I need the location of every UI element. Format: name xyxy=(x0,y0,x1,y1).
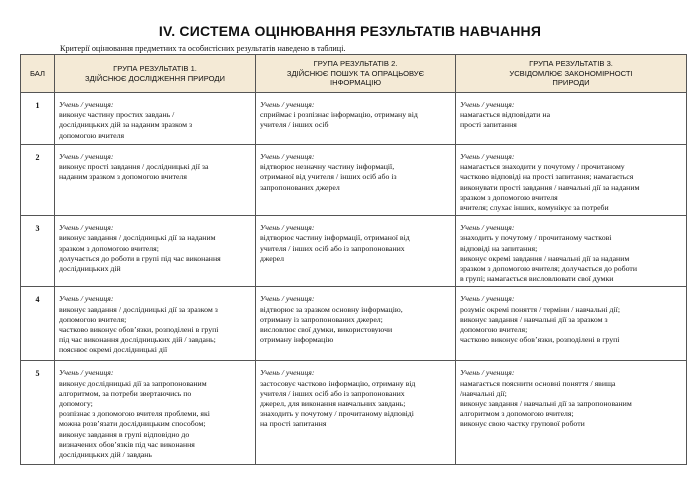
criteria-line: пояснює окремі дослідницькі дії xyxy=(59,345,168,355)
criteria-line: дослідницьких дій за наданим зразком з xyxy=(59,120,193,130)
subject-label: Учень / учениця: xyxy=(59,223,114,233)
subject-label: Учень / учениця: xyxy=(260,223,315,233)
criteria-line: розуміє окремі поняття / терміни / навчальні дії; xyxy=(460,304,621,314)
criteria-line: учителя / інших осіб або із запропонованих xyxy=(260,388,405,398)
header-group-line: ГРУПА РЕЗУЛЬТАТІВ 1. xyxy=(113,64,197,74)
subject-label: Учень / учениця: xyxy=(260,152,315,161)
criteria-line: допомогою вчителя; xyxy=(59,314,127,324)
criteria-line: знаходить у почутому / прочитаному часткові xyxy=(460,233,612,243)
bal-value: 1 xyxy=(21,93,55,145)
criteria-line: намагається знаходити у почутому / прочитаному xyxy=(460,162,625,172)
criteria-line: виконує завдання в групі відповідно до xyxy=(59,429,190,439)
subject-label: Учень / учениця: xyxy=(59,152,114,161)
criteria-line: намагається пояснити основні поняття / явища xyxy=(460,378,616,388)
criteria-table xyxy=(20,54,687,465)
header-bal: БАЛ xyxy=(21,55,55,93)
criteria-line: отриманої від учителя / інших осіб або із xyxy=(260,172,397,182)
subject-label: Учень / учениця: xyxy=(260,294,315,304)
criteria-cell xyxy=(256,287,456,361)
criteria-line: відтворює незначну частину інформації, xyxy=(260,162,395,172)
criteria-line: /навчальні дії; xyxy=(460,388,507,398)
criteria-line: застосовує частково інформацію, отриману від xyxy=(260,378,416,388)
criteria-line: відтворює частину інформації, отриманої від xyxy=(260,233,410,243)
table-body xyxy=(21,93,687,465)
bal-value: 3 xyxy=(21,216,55,287)
bal-value: 2 xyxy=(21,145,55,216)
subject-label: Учень / учениця: xyxy=(460,223,515,233)
criteria-line: знаходить у почутому / прочитаному відповіді xyxy=(260,409,414,419)
table-row xyxy=(21,216,687,287)
header-group-2 xyxy=(256,55,456,93)
criteria-line: сприймає і розпізнає інформацію, отриману від xyxy=(260,110,418,120)
criteria-line: алгоритмом з допомогою вчителя; xyxy=(460,409,574,419)
criteria-cell xyxy=(55,216,256,287)
table-row xyxy=(21,287,687,361)
header-group-line: УСВІДОМЛЮЄ ЗАКОНОМІРНОСТІ xyxy=(509,68,633,78)
subject-label: Учень / учениця: xyxy=(59,294,114,304)
table-row xyxy=(21,361,687,465)
criteria-cell xyxy=(55,93,256,145)
criteria-line: розпізнає з допомогою вчителя проблеми, які xyxy=(59,409,210,419)
header-group-3 xyxy=(456,55,687,93)
criteria-line: зразком з допомогою вчителя; долучається до роботи xyxy=(460,264,638,274)
criteria-line: в групі; намагається висловлювати свої думки xyxy=(460,274,614,284)
criteria-cell xyxy=(256,216,456,287)
criteria-line: учителя / інших осіб xyxy=(260,120,329,130)
criteria-line: отриману із запропонованих джерел; xyxy=(260,314,383,324)
criteria-line: виконувати прості завдання / навчальні дії за наданим xyxy=(460,182,640,192)
criteria-cell xyxy=(55,287,256,361)
criteria-line: можна розв’язати дослідницьким способом; xyxy=(59,419,206,429)
subject-label: Учень / учениця: xyxy=(59,100,114,109)
subject-label: Учень / учениця: xyxy=(59,368,114,378)
header-group-line: ГРУПА РЕЗУЛЬТАТІВ 2. xyxy=(313,59,398,69)
criteria-line: зразком з допомогою вчителя xyxy=(460,192,558,202)
criteria-line: на прості запитання xyxy=(260,419,327,429)
criteria-line: частково виконує обов’язки, розподілені в групі xyxy=(460,335,620,345)
criteria-line: виконує завдання / дослідницькі дії за наданим xyxy=(59,233,216,243)
header-group-line: ЗДІЙСНЮЄ ПОШУК ТА ОПРАЦЬОВУЄ xyxy=(286,68,425,78)
criteria-line: зразком з допомогою вчителя; xyxy=(59,243,159,253)
header-group-line: ЗДІЙСНЮЄ ДОСЛІДЖЕННЯ ПРИРОДИ xyxy=(85,73,225,83)
criteria-line: відтворює за зразком основну інформацію, xyxy=(260,304,403,314)
subject-label: Учень / учениця: xyxy=(460,152,515,161)
criteria-cell xyxy=(456,93,687,145)
criteria-line: відповіді на запитання; xyxy=(460,243,538,253)
criteria-line: під час виконання дослідницьких дій / завдань; xyxy=(59,335,216,345)
criteria-line: частково виконує обов’язки, розподілені в групі xyxy=(59,325,219,335)
header-group-line: ІНФОРМАЦІЮ xyxy=(329,78,382,88)
criteria-line: виконує завдання / навчальні дії за запропонованим xyxy=(460,399,632,409)
criteria-line: прості запитання xyxy=(460,120,517,130)
criteria-line: вчителя; слухає інших, комунікує за потреби xyxy=(460,203,609,213)
criteria-cell xyxy=(55,361,256,465)
subject-label: Учень / учениця: xyxy=(460,100,515,109)
criteria-line: визначених обов’язків під час виконання xyxy=(59,439,195,449)
intro-text: Критерії оцінювання предметних та особистісних результатів наведено в таблиці. xyxy=(60,44,346,53)
table-header-row xyxy=(21,55,687,93)
criteria-line: отриману інформацію xyxy=(260,335,334,345)
header-group-line: ПРИРОДИ xyxy=(552,78,590,88)
criteria-line: учителя / інших осіб або із запропонованих xyxy=(260,243,405,253)
criteria-cell xyxy=(256,145,456,216)
bal-value: 5 xyxy=(21,361,55,465)
criteria-line: виконує прості завдання / дослідницькі дії за xyxy=(59,162,209,172)
table-row xyxy=(21,145,687,216)
criteria-line: виконує окремі завдання / навчальні дії за наданим xyxy=(460,253,630,263)
criteria-line: запропонованих джерел xyxy=(260,182,340,192)
subject-label: Учень / учениця: xyxy=(460,368,515,378)
criteria-line: допомогу; xyxy=(59,399,93,409)
criteria-line: алгоритмом, за потреби звертаючись по xyxy=(59,388,192,398)
criteria-line: виконує дослідницькі дії за запропонованим xyxy=(59,378,207,388)
page-title: IV. СИСТЕМА ОЦІНЮВАННЯ РЕЗУЛЬТАТІВ НАВЧАННЯ xyxy=(158,23,542,39)
criteria-line: наданим зразком з допомогою вчителя xyxy=(59,172,187,182)
subject-label: Учень / учениця: xyxy=(460,294,515,304)
subject-label: Учень / учениця: xyxy=(260,100,315,109)
criteria-cell xyxy=(256,361,456,465)
criteria-line: джерел, для виконання навчальних завдань; xyxy=(260,399,406,409)
criteria-line: виконує завдання / навчальні дії за зразком з xyxy=(460,314,608,324)
table-row xyxy=(21,93,687,145)
bal-value: 4 xyxy=(21,287,55,361)
criteria-line: долучається до роботи в групі під час виконання xyxy=(59,253,221,263)
criteria-cell xyxy=(55,145,256,216)
criteria-cell xyxy=(456,361,687,465)
criteria-cell xyxy=(256,93,456,145)
criteria-cell xyxy=(456,287,687,361)
criteria-line: частково відповіді на прості запитання; намагається xyxy=(460,172,634,182)
criteria-line: допомогою вчителя; xyxy=(460,325,528,335)
criteria-line: джерел xyxy=(260,253,284,263)
criteria-line: виконує частину простих завдань / xyxy=(59,110,175,120)
criteria-line: виконує свою частку групової роботи xyxy=(460,419,585,429)
header-group-1 xyxy=(55,55,256,93)
subject-label: Учень / учениця: xyxy=(260,368,315,378)
criteria-line: висловлює свої думки, використовуючи xyxy=(260,325,393,335)
criteria-line: допомогою вчителя xyxy=(59,130,125,140)
header-group-line: ГРУПА РЕЗУЛЬТАТІВ 3. xyxy=(529,59,613,69)
criteria-cell xyxy=(456,216,687,287)
criteria-line: дослідницьких дій / завдань xyxy=(59,450,152,460)
criteria-cell xyxy=(456,145,687,216)
criteria-line: виконує завдання / дослідницькі дії за зразком з xyxy=(59,304,218,314)
criteria-line: дослідницьких дій xyxy=(59,264,121,274)
criteria-line: намагається відповідати на xyxy=(460,110,551,120)
